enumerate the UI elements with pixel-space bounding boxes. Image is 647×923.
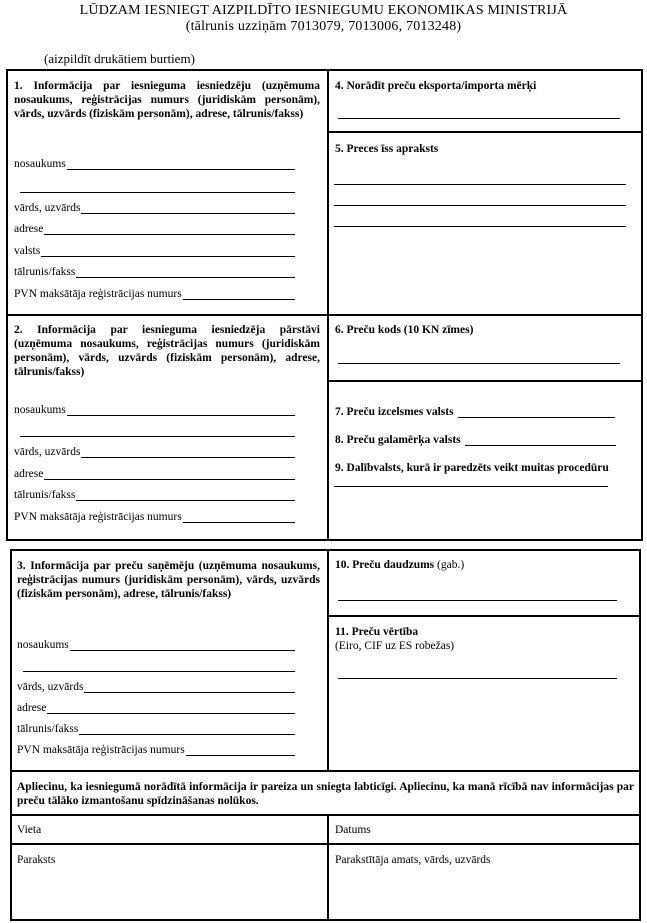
section2-phone-field[interactable]: [14, 487, 295, 501]
section1-name-field[interactable]: [14, 156, 295, 170]
section8-title: 8. Preču galamērķa valsts: [335, 434, 461, 446]
section2-vat-label: PVN maksātāja reģistrācijas numurs: [14, 511, 182, 523]
section2-name-field[interactable]: [14, 402, 295, 416]
lower-table: [10, 549, 641, 921]
section2-fullname-field[interactable]: [14, 444, 295, 458]
section1-country-field[interactable]: [14, 243, 295, 257]
section7-title: 7. Preču izcelsmes valsts: [335, 406, 454, 418]
section2-fullname-label: vārds, uzvārds: [14, 446, 81, 458]
section3-fullname-label: vārds, uzvārds: [17, 681, 84, 693]
section1-country-label: valsts: [14, 245, 41, 257]
right-divider-6-7: [327, 380, 643, 382]
section3-address-label: adrese: [17, 702, 47, 714]
section3-vat-label: PVN maksātāja reģistrācijas numurs: [17, 744, 185, 756]
section7-field[interactable]: [335, 404, 615, 418]
form-phone: (tālrunis uzziņām 7013079, 7013006, 7013248): [185, 19, 462, 34]
section8-field[interactable]: [335, 432, 616, 446]
section3-phone-field[interactable]: [17, 721, 295, 735]
section4-title: 4. Norādīt preču eksporta/importa mērķi: [335, 80, 537, 92]
form-title: LŪDZAM IESNIEGT AIZPILDĪTO IESNIEGUMU EKONOMIKAS MINISTRIJĀ: [79, 3, 568, 18]
section3-title: 3. Informācija par preču saņēmēju (uzņēmuma nosaukums, reģistrācijas numurs (juridiskām personām), vārds, uzvārds (fiziskām personām), adrese, tālrunis/fakss): [17, 560, 320, 600]
section1-fullname-label: vārds, uzvārds: [14, 202, 81, 214]
section1-name-line2[interactable]: [20, 192, 295, 193]
place-label: Vieta: [17, 824, 42, 836]
date-field[interactable]: [329, 816, 639, 842]
section11-title: 11. Preču vērtība: [335, 626, 419, 638]
lower-divider-declaration: [10, 770, 641, 772]
signer-label: Parakstītāja amats, vārds, uzvārds: [335, 854, 491, 866]
upper-divider: [327, 69, 329, 541]
place-field[interactable]: [12, 816, 326, 842]
section3-name-label: nosaukums: [17, 639, 69, 651]
section1-address-field[interactable]: [14, 221, 295, 235]
signature-field[interactable]: [12, 868, 326, 918]
section1-phone-label: tālrunis/fakss: [14, 266, 76, 278]
section10-line[interactable]: [338, 600, 617, 601]
lower-divider-top: [327, 549, 329, 770]
section1-title: 1. Informācija par iesnieguma iesniedzēju (uzņēmuma nosaukums, reģistrācijas numurs (juridiskām personām), vārds, uzvārds (fiziskām personām), adrese, tālrunis/fakss): [14, 80, 320, 120]
section3-name-field[interactable]: [17, 637, 295, 651]
section6-title: 6. Preču kods (10 KN zīmes): [335, 324, 474, 336]
section1-vat-label: PVN maksātāja reģistrācijas numurs: [14, 288, 182, 300]
section6-line[interactable]: [338, 363, 620, 364]
section3-name-line2[interactable]: [23, 671, 295, 672]
fill-instruction: (aizpildīt drukātiem burtiem): [44, 51, 195, 66]
right-divider-10-11: [327, 615, 641, 617]
section9-line[interactable]: [334, 486, 608, 487]
section2-phone-label: tālrunis/fakss: [14, 489, 76, 501]
section2-name-label: nosaukums: [14, 404, 66, 416]
section2-address-label: adrese: [14, 468, 44, 480]
section3-vat-field[interactable]: [17, 742, 295, 756]
section1-vat-field[interactable]: [14, 286, 295, 300]
lower-divider-signature: [10, 843, 641, 845]
signature-label: Paraksts: [17, 854, 56, 866]
declaration-text: Apliecinu, ka iesniegumā norādītā informācija ir pareiza un sniegta labticīgi. Apliecinu, ka manā rīcībā nav informācijas par preču tālāko izmantošanu spīdzināšanas nolūkos.: [17, 781, 634, 807]
section4-line[interactable]: [338, 118, 620, 119]
section1-address-label: adrese: [14, 223, 44, 235]
section3-address-field[interactable]: [17, 700, 295, 714]
section10-heading: [335, 558, 464, 572]
section11-line[interactable]: [338, 678, 617, 679]
right-divider-4-5: [327, 131, 643, 133]
upper-row-divider: [6, 314, 643, 316]
date-label: Datums: [335, 824, 371, 836]
section11-sub: (Eiro, CIF uz ES robežas): [335, 640, 455, 652]
section2-address-field[interactable]: [14, 466, 295, 480]
section5-title: 5. Preces īss apraksts: [335, 143, 439, 155]
section1-name-label: nosaukums: [14, 158, 66, 170]
section3-phone-label: tālrunis/fakss: [17, 723, 79, 735]
section5-line-2[interactable]: [334, 205, 626, 206]
section2-name-line2[interactable]: [20, 436, 295, 437]
section10-title: 10. Preču daudzums: [335, 559, 435, 571]
section2-vat-field[interactable]: [14, 509, 295, 523]
section5-line-1[interactable]: [334, 184, 626, 185]
section9-title: 9. Dalībvalsts, kurā ir paredzēts veikt muitas procedūru: [335, 462, 609, 474]
section5-line-3[interactable]: [334, 226, 626, 227]
section1-fullname-field[interactable]: [14, 200, 295, 214]
section1-phone-field[interactable]: [14, 264, 295, 278]
section2-title: 2. Informācija par iesnieguma iesniedzēja pārstāvi (uzņēmuma nosaukums, reģistrācijas numurs (juridiskām personām), vārds, uzvārds (fiziskām personām), adrese, tālrunis/fakss): [14, 324, 320, 378]
section3-fullname-field[interactable]: [17, 679, 295, 693]
signer-field[interactable]: [329, 868, 639, 918]
section10-unit: (gab.): [437, 559, 465, 571]
